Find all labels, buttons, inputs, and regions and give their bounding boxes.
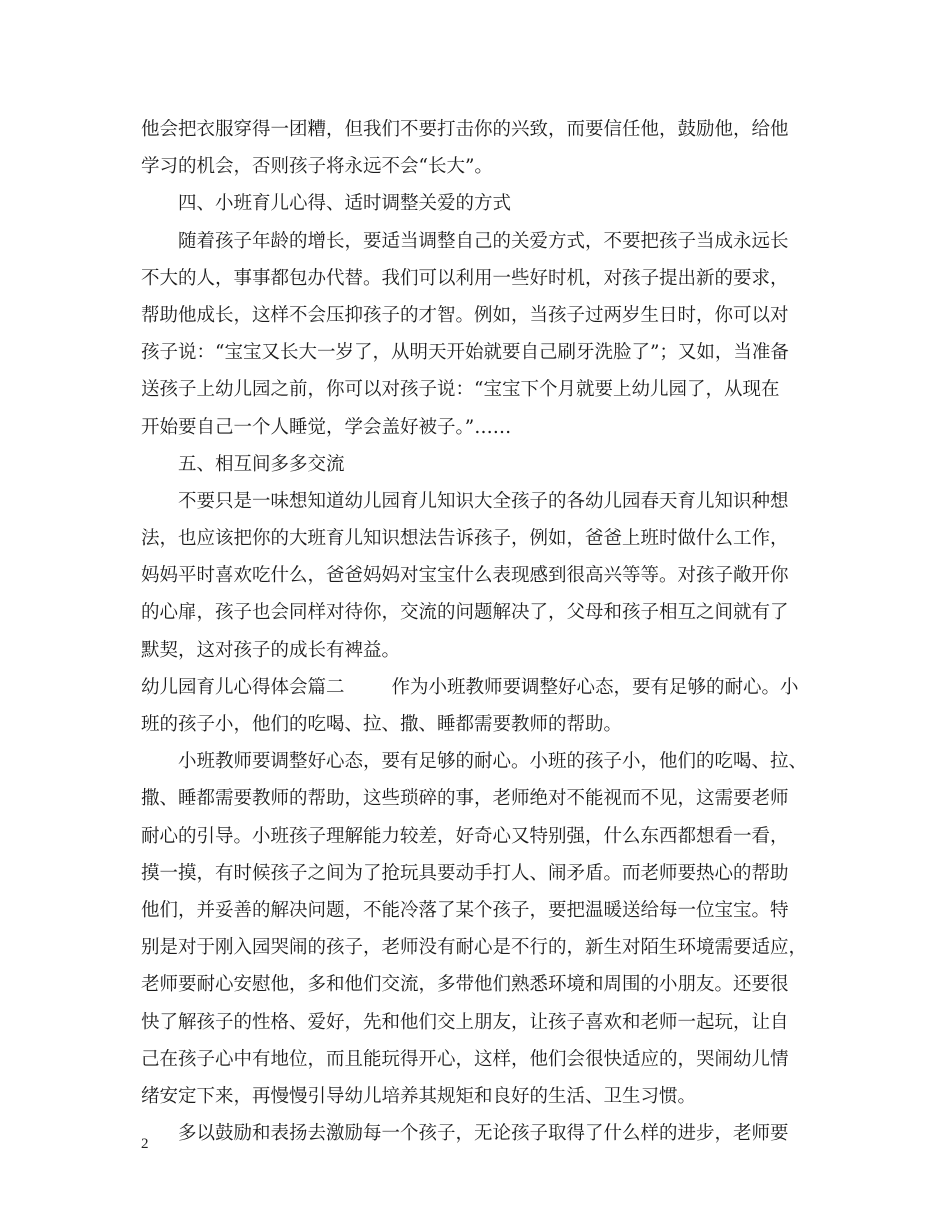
text-line: 绪安定下来，再慢慢引导幼儿培养其规矩和良好的生活、卫生习惯。 [141, 1085, 697, 1107]
text-line: 多以鼓励和表扬去激励每一个孩子，无论孩子取得了什么样的进步，老师要 [178, 1123, 789, 1145]
text-line: 帮助他成长，这样不会压抑孩子的才智。例如，当孩子过两岁生日时，你可以对 [141, 304, 789, 326]
text-line: 默契，这对孩子的成长有裨益。 [141, 639, 401, 661]
text-line: 摸一摸，有时候孩子之间为了抢玩具要动手打人、闹矛盾。而老师要热心的帮助 [141, 862, 789, 884]
text-line: 送孩子上幼儿园之前，你可以对孩子说：“宝宝下个月就要上幼儿园了，从现在 [141, 379, 780, 401]
text-line: 不要只是一味想知道幼儿园育儿知识大全孩子的各幼儿园春天育儿知识种想 [178, 490, 789, 512]
text-line: 开始要自己一个人睡觉，学会盖好被子。”…… [141, 416, 512, 438]
text-line: 学习的机会，否则孩子将永远不会“长大”。 [141, 156, 493, 178]
text-line: 妈妈平时喜欢吃什么，爸爸妈妈对宝宝什么表现感到很高兴等等。对孩子敞开你 [141, 565, 789, 587]
text-line: 别是对于刚入园哭闹的孩子，老师没有耐心是不行的，新生对陌生环境需要适应， [141, 937, 808, 959]
text-line: 小班教师要调整好心态，要有足够的耐心。小班的孩子小，他们的吃喝、拉、 [178, 751, 808, 773]
text-line: 耐心的引导。小班孩子理解能力较差，好奇心又特别强，什么东西都想看一看， [141, 825, 789, 847]
text-line: 快了解孩子的性格、爱好，先和他们交上朋友，让孩子喜欢和老师一起玩，让自 [141, 1011, 789, 1033]
text-line: 法，也应该把你的大班育儿知识想法告诉孩子，例如，爸爸上班时做什么工作， [141, 528, 789, 550]
text-line: 他们，并妥善的解决问题，不能冷落了某个孩子，要把温暖送给每一位宝宝。特 [141, 899, 789, 921]
text-line: 幼儿园育儿心得体会篇二 作为小班教师要调整好心态，要有足够的耐心。小 [141, 676, 799, 698]
text-line: 不大的人，事事都包办代替。我们可以利用一些好时机，对孩子提出新的要求， [141, 267, 789, 289]
text-line: 孩子说：“宝宝又长大一岁了，从明天开始就要自己刷牙洗脸了”；又如，当准备 [141, 342, 789, 364]
text-line: 他会把衣服穿得一团糟，但我们不要打击你的兴致，而要信任他，鼓励他，给他 [141, 119, 789, 140]
text-line: 班的孩子小，他们的吃喝、拉、撒、睡都需要教师的帮助。 [141, 714, 623, 735]
text-line: 随着孩子年龄的增长，要适当调整自己的关爱方式，不要把孩子当成永远长 [178, 230, 789, 252]
text-line: 老师要耐心安慰他，多和他们交流，多带他们熟悉环境和周围的小朋友。还要很 [141, 974, 789, 996]
body-text [141, 111, 831, 1152]
text-line: 己在孩子心中有地位，而且能玩得开心，这样，他们会很快适应的，哭闹幼儿情 [141, 1048, 789, 1070]
section-heading: 四、小班育儿心得、适时调整关爱的方式 [178, 193, 512, 215]
text-line: 的心扉，孩子也会同样对待你，交流的问题解决了，父母和孩子相互之间就有了 [141, 602, 789, 624]
page-number: 2 [141, 1136, 149, 1152]
text-line: 撒、睡都需要教师的帮助，这些琐碎的事，老师绝对不能视而不见，这需要老师 [141, 788, 789, 810]
section-heading: 五、相互间多多交流 [178, 453, 345, 475]
